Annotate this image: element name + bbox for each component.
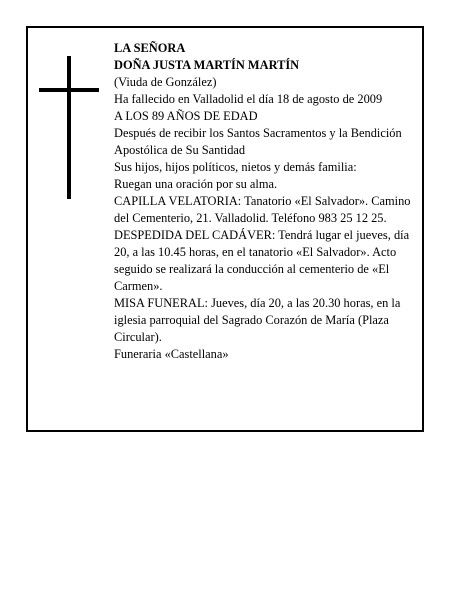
family-line: Sus hijos, hijos políticos, nietos y demás familia: bbox=[114, 160, 357, 174]
sacraments-line: Después de recibir los Santos Sacramentos y la Bendición Apostólica de Su Santidad bbox=[114, 126, 402, 157]
deceased-name: DOÑA JUSTA MARTÍN MARTÍN bbox=[114, 58, 300, 72]
farewell-info: DESPEDIDA DEL CADÁVER: Tendrá lugar el jueves, día 20, a las 10.45 horas, en el tanatorio «El Salvador». Acto seguido se realizará la conducción al cementerio de «El Carmen». bbox=[114, 228, 410, 293]
cross-icon-arm bbox=[39, 88, 99, 92]
obituary-notice bbox=[26, 26, 424, 432]
notice-text bbox=[114, 40, 420, 363]
prayer-line: Ruegan una oración por su alma. bbox=[114, 177, 278, 191]
death-line: Ha fallecido en Valladolid el día 18 de agosto de 2009 bbox=[114, 92, 383, 106]
notice-title: LA SEÑORA bbox=[114, 41, 186, 55]
funeral-home: Funeraria «Castellana» bbox=[114, 347, 229, 361]
age-line: A LOS 89 AÑOS DE EDAD bbox=[114, 109, 258, 123]
cross-icon bbox=[67, 56, 71, 199]
chapel-info: CAPILLA VELATORIA: Tanatorio «El Salvador». Camino del Cementerio, 21. Valladolid. Teléfono 983 25 12 25. bbox=[114, 194, 411, 225]
widow-line: (Viuda de González) bbox=[114, 75, 217, 89]
mass-info: MISA FUNERAL: Jueves, día 20, a las 20.30 horas, en la iglesia parroquial del Sagrado Corazón de María (Plaza Circular). bbox=[114, 296, 401, 344]
